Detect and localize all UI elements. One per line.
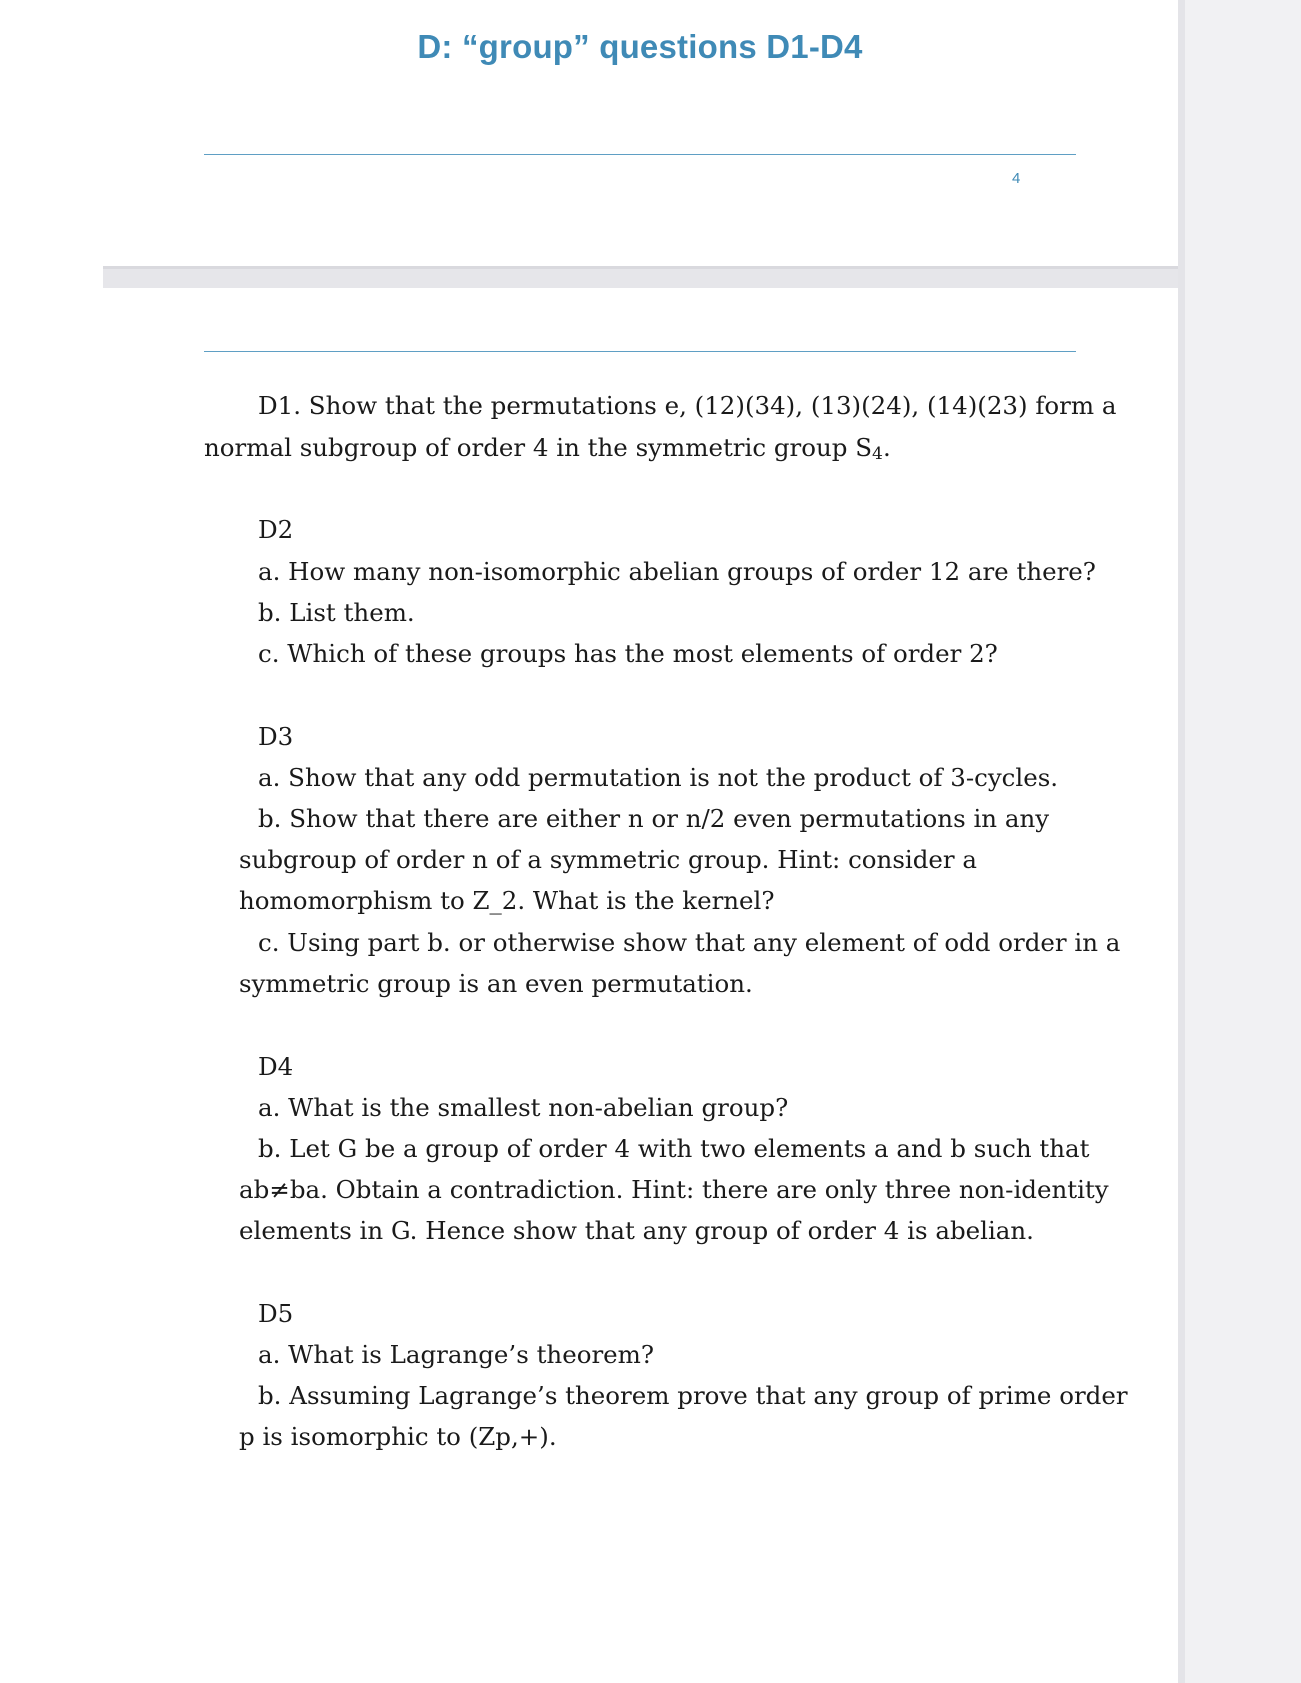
d3-item-b-line-3: homomorphism to Z_2. What is the kernel?: [239, 886, 775, 915]
d3-item-a: a. Show that any odd permutation is not the product of 3-cycles.: [258, 763, 1059, 792]
d5-item-b-line-2: p is isomorphic to (Zp,+).: [239, 1422, 557, 1451]
d2-item-a: a. How many non-isomorphic abelian groups of order 12 are there?: [258, 557, 1096, 586]
d1-subscript: 4: [872, 444, 883, 465]
d5-item-a: a. What is Lagrange’s theorem?: [258, 1340, 655, 1369]
d3-item-c-line-1: c. Using part b. or otherwise show that any element of odd order in a: [258, 928, 1121, 957]
d1-line-2: [204, 427, 891, 472]
page-title: D: “group” questions D1-D4: [417, 28, 863, 65]
d4-heading: D4: [258, 1052, 294, 1081]
page-number: 4: [1012, 170, 1021, 187]
d4-item-b-line-1: b. Let G be a group of order 4 with two elements a and b such that: [258, 1134, 1090, 1163]
header-divider: [204, 154, 1076, 155]
d1-line-2-text: normal subgroup of order 4 in the symmetric group S: [204, 433, 873, 462]
d2-item-b: b. List them.: [258, 598, 415, 627]
page-header-divider: [204, 351, 1076, 352]
d5-heading: D5: [258, 1299, 294, 1328]
page-separator: [103, 266, 1178, 288]
d3-item-b-line-1: b. Show that there are either n or n/2 even permutations in any: [258, 804, 1050, 833]
d1-line-2-end: .: [882, 433, 891, 462]
d5-item-b-line-1: b. Assuming Lagrange’s theorem prove that any group of prime order: [258, 1381, 1128, 1410]
d2-heading: D2: [258, 515, 294, 544]
d4-item-b-line-3: elements in G. Hence show that any group of order 4 is abelian.: [239, 1216, 1034, 1245]
scroll-gutter: [1178, 0, 1301, 1683]
d3-heading: D3: [258, 722, 294, 751]
d2-item-c: c. Which of these groups has the most elements of order 2?: [258, 639, 998, 668]
d1-line-1: D1. Show that the permutations e, (12)(34), (13)(24), (14)(23) form a: [258, 391, 1117, 420]
d4-item-b-line-2: ab≠ba. Obtain a contradiction. Hint: there are only three non-identity: [239, 1175, 1109, 1204]
d3-item-c-line-2: symmetric group is an even permutation.: [239, 969, 753, 998]
d4-item-a: a. What is the smallest non-abelian group?: [258, 1093, 789, 1122]
d3-item-b-line-2: subgroup of order n of a symmetric group. Hint: consider a: [239, 845, 978, 874]
